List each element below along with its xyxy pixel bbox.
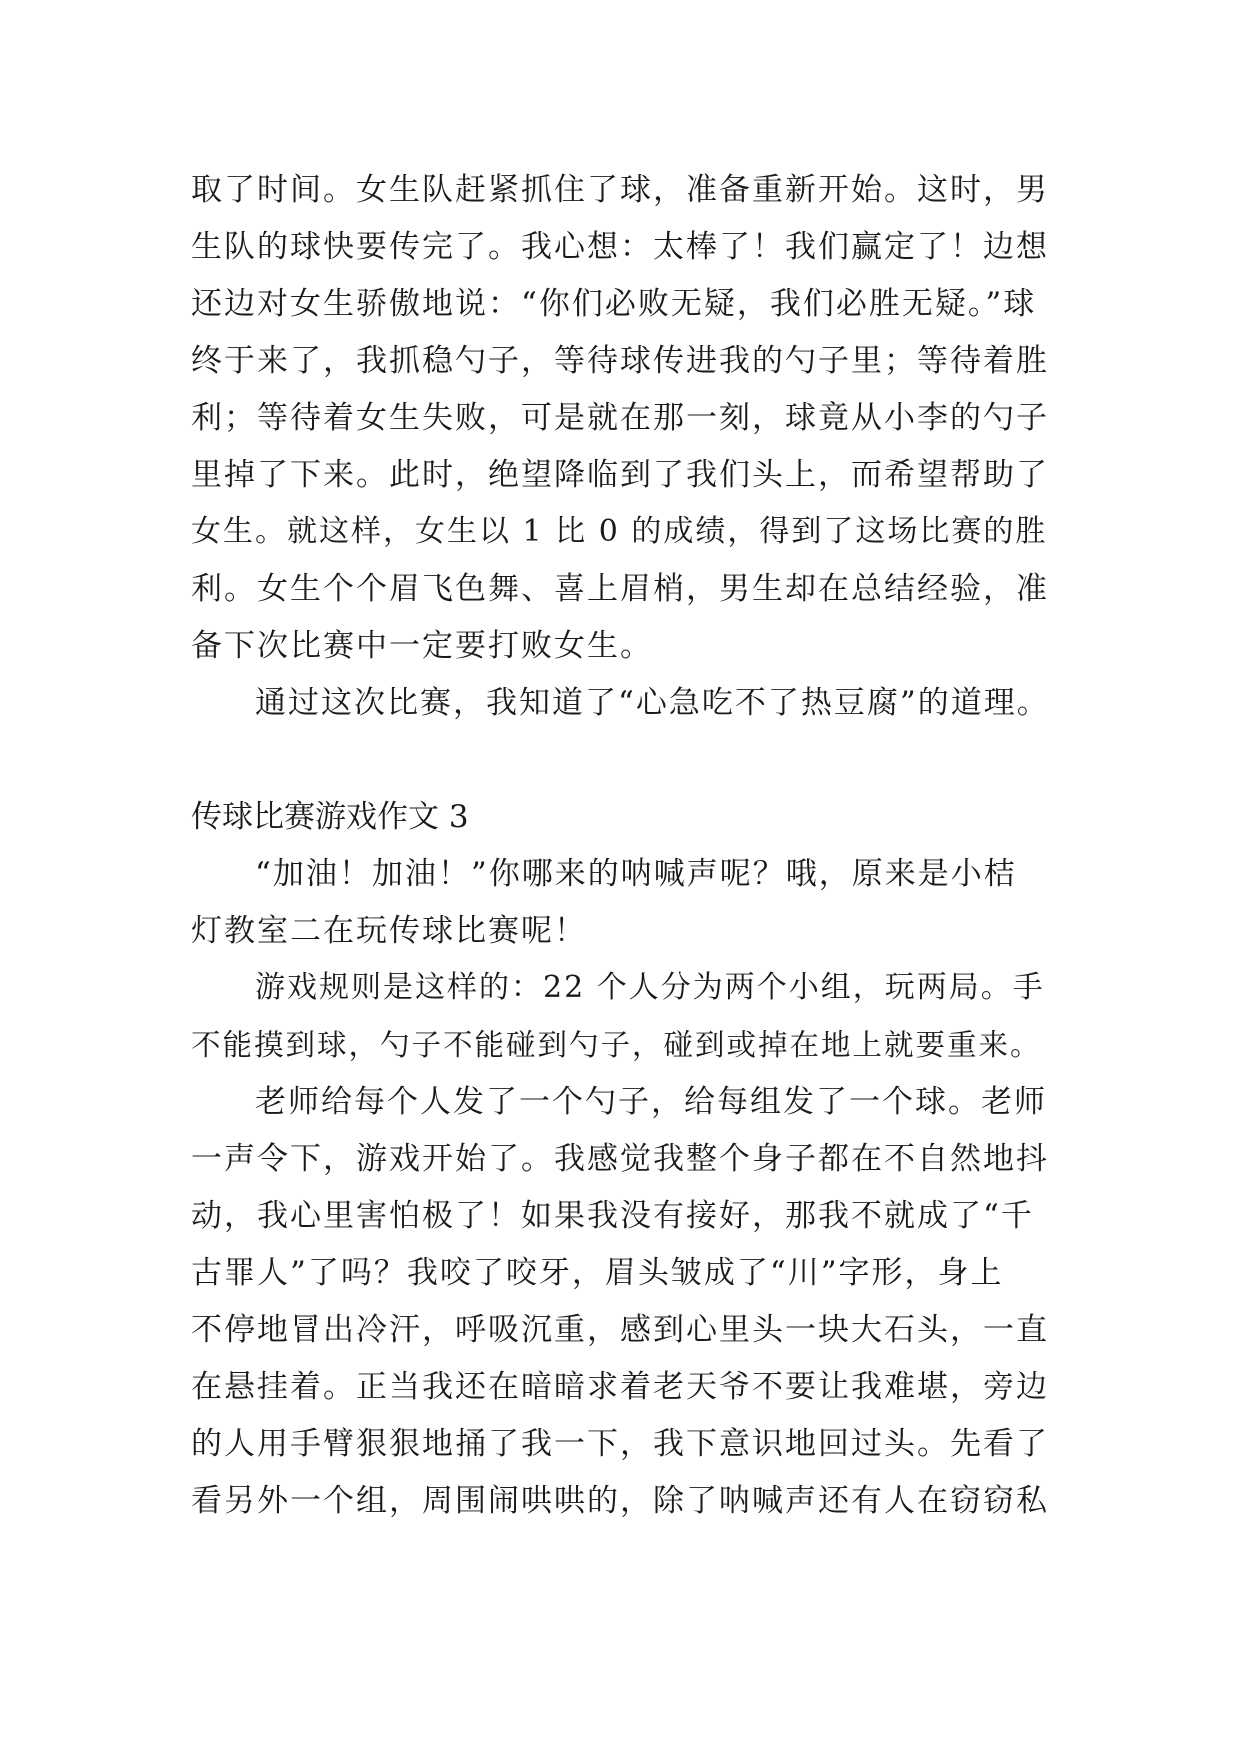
paragraph-line: 动，我心里害怕极了！如果我没有接好，那我不就成了“千 xyxy=(191,1198,1034,1234)
conclusion-line: 通过这次比赛，我知道了“心急吃不了热豆腐”的道理。 xyxy=(255,685,1050,721)
paragraph-line: 还边对女生骄傲地说：“你们必败无疑，我们必胜无疑。”球 xyxy=(191,286,1037,322)
paragraph-line: 生队的球快要传完了。我心想：太棒了！我们赢定了！边想 xyxy=(191,229,1049,265)
paragraph-line: 一声令下，游戏开始了。我感觉我整个身子都在不自然地抖 xyxy=(191,1141,1049,1177)
paragraph-line: 女生。就这样，女生以 1 比 0 的成绩，得到了这场比赛的胜 xyxy=(191,514,1048,549)
paragraph-line: 利；等待着女生失败，可是就在那一刻，球竟从小李的勺子 xyxy=(191,400,1049,436)
paragraph-line: 备下次比赛中一定要打败女生。 xyxy=(191,628,653,664)
paragraph-line: 取了时间。女生队赶紧抓住了球，准备重新开始。这时，男 xyxy=(191,172,1049,208)
paragraph-line: 看另外一个组，周围闹哄哄的，除了呐喊声还有人在窃窃私 xyxy=(191,1483,1049,1519)
paragraph-line: 终于来了，我抓稳勺子，等待球传进我的勺子里；等待着胜 xyxy=(191,343,1049,379)
paragraph-line: 里掉了下来。此时，绝望降临到了我们头上，而希望帮助了 xyxy=(191,457,1049,493)
paragraph-line: 不停地冒出冷汗，呼吸沉重，感到心里头一块大石头，一直 xyxy=(191,1312,1049,1348)
paragraph-line: 在悬挂着。正当我还在暗暗求着老天爷不要让我难堪，旁边 xyxy=(191,1369,1049,1405)
paragraph-line: 灯教室二在玩传球比赛呢！ xyxy=(191,913,587,949)
section-title: 传球比赛游戏作文 3 xyxy=(191,799,469,835)
paragraph-line: 的人用手臂狠狠地捅了我一下，我下意识地回过头。先看了 xyxy=(191,1426,1049,1462)
paragraph-line: 游戏规则是这样的：22 个人分为两个小组，玩两局。手 xyxy=(255,970,1045,1005)
paragraph-line: 古罪人”了吗？我咬了咬牙，眉头皱成了“川”字形，身上 xyxy=(191,1255,1004,1291)
paragraph-line: 不能摸到球，勺子不能碰到勺子，碰到或掉在地上就要重来。 xyxy=(191,1028,1042,1062)
paragraph-line: 老师给每个人发了一个勺子，给每组发了一个球。老师 xyxy=(255,1084,1047,1120)
paragraph-line: “加油！加油！”你哪来的呐喊声呢？哦，原来是小桔 xyxy=(255,856,1017,892)
paragraph-line: 利。女生个个眉飞色舞、喜上眉梢，男生却在总结经验，准 xyxy=(191,571,1049,607)
